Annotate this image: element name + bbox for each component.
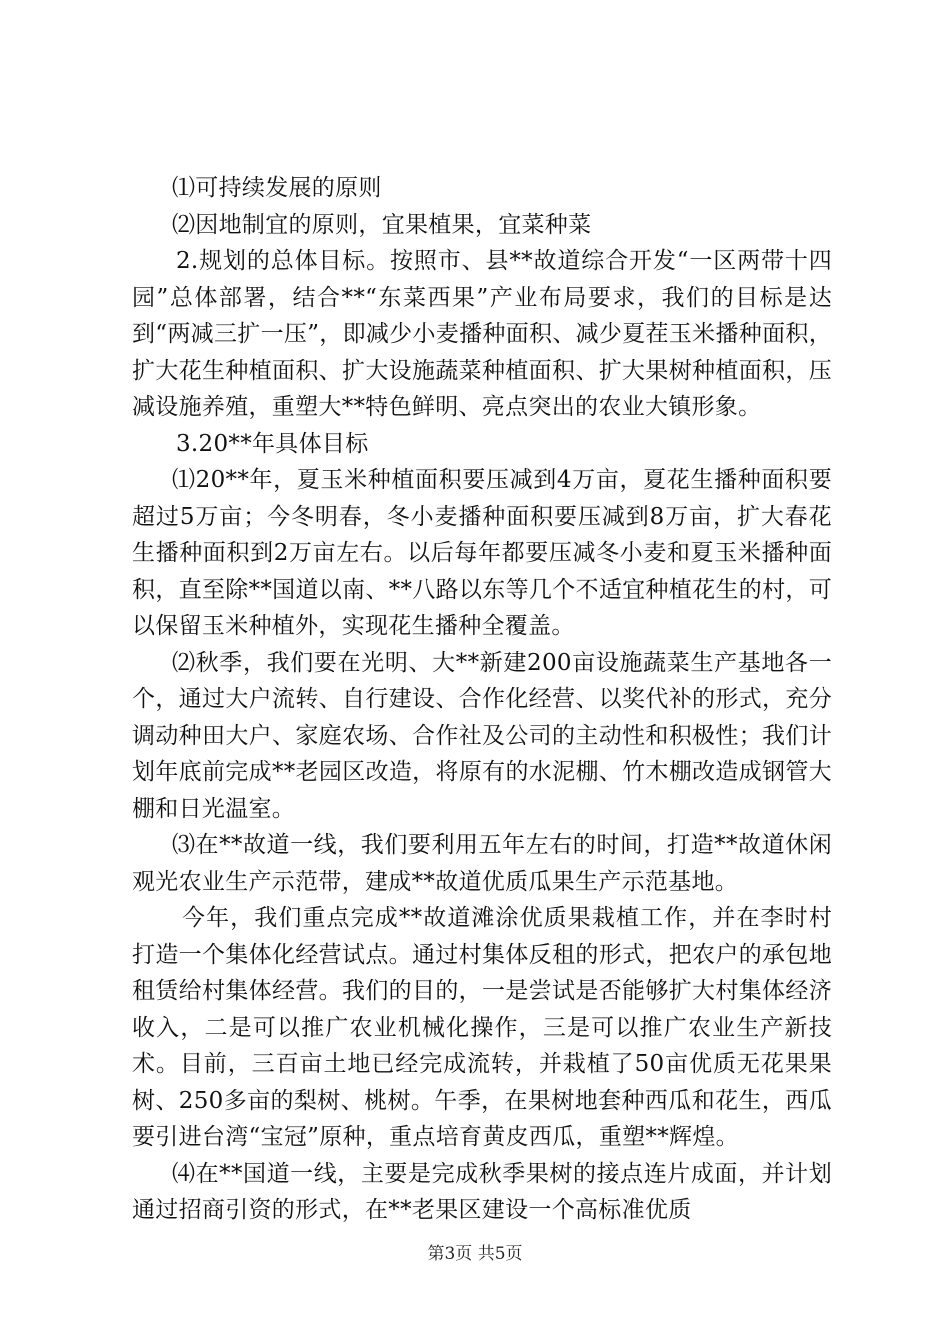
- page-footer: 第3页 共5页: [427, 1244, 523, 1264]
- paragraph-principle-2: ⑵因地制宜的原则，宜果植果，宜菜种菜: [172, 211, 592, 238]
- paragraph-goal-2: ⑵秋季，我们要在光明、大**新建200亩设施蔬菜生产基地各一个，通过大户流转、自行建设、合作化经营、以奖代补的形式，充分调动种田大户、家庭农场、合作社及公司的主动性和积极性；我们计划年底前完成**老园区改造，将原有的水泥棚、竹木棚改造成钢管大棚和日光温室。: [132, 649, 832, 822]
- paragraph-goal-3: ⑶在**故道一线，我们要利用五年左右的时间，打造**故道休闲观光农业生产示范带，建成**故道优质瓜果生产示范基地。: [132, 832, 832, 895]
- document-body: [132, 170, 832, 1229]
- paragraph-goal-4: ⑷在**国道一线，主要是完成秋季果树的接点连片成面，并计划通过招商引资的形式，在**老果区建设一个高标准优质: [132, 1160, 832, 1223]
- paragraph-overall-goal: 2.规划的总体目标。按照市、县**故道综合开发“一区两带十四园”总体部署，结合**“东菜西果”产业布局要求，我们的目标是达到“两减三扩一压”，即减少小麦播种面积、减少夏茬玉米播种面积，扩大花生种植面积、扩大设施蔬菜种植面积、扩大果树种植面积，压减设施养殖，重塑大**特色鲜明、亮点突出的农业大镇形象。: [132, 248, 832, 420]
- paragraph-specific-goals-heading: 3.20**年具体目标: [176, 430, 369, 457]
- paragraph-this-year: 今年，我们重点完成**故道滩涂优质果栽植工作，并在李时村打造一个集体化经营试点。通过村集体反租的形式，把农户的承包地租赁给村集体经营。我们的目的，一是尝试是否能够扩大村集体经济收入，二是可以推广农业机械化操作，三是可以推广农业生产新技术。目前，三百亩土地已经完成流转，并栽植了50亩优质无花果果树、250多亩的梨树、桃树。午季，在果树地套种西瓜和花生，西瓜要引进台湾“宝冠”原种，重点培育黄皮西瓜，重塑**辉煌。: [132, 905, 832, 1150]
- paragraph-principle-1: ⑴可持续发展的原则: [172, 175, 382, 201]
- paragraph-goal-1: ⑴20**年，夏玉米种植面积要压减到4万亩，夏花生播种面积要超过5万亩；今冬明春，冬小麦播种面积要压减到8万亩，扩大春花生播种面积到2万亩左右。以后每年都要压减冬小麦和夏玉米播种面积，直至除**国道以南、**八路以东等几个不适宜种植花生的村，可以保留玉米种植外，实现花生播种全覆盖。: [132, 467, 832, 639]
